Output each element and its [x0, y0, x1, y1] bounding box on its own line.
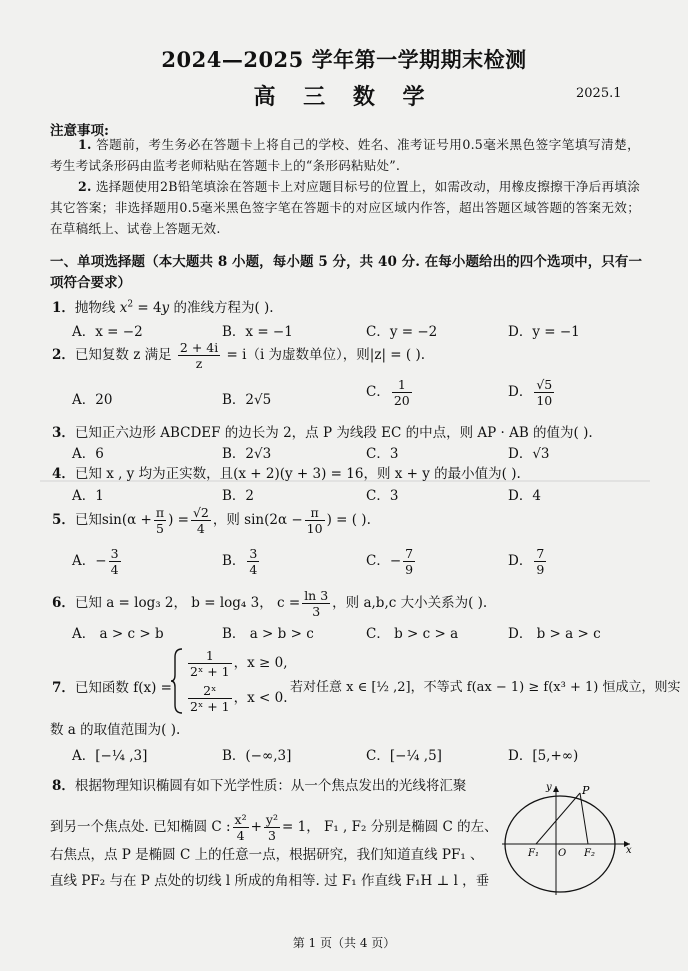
q5-post2: ) = ( ). — [326, 512, 371, 528]
q1-num: 1． — [52, 300, 75, 316]
q5-post1: ，则 sin(2α − — [212, 512, 303, 528]
notice-item-1-num: 1. — [78, 137, 92, 152]
q7-option-a: A．[−¼ ,3] — [72, 748, 148, 764]
question-5 — [52, 505, 371, 536]
q6-option-a: A． a > c > b — [72, 626, 164, 642]
q7-line-2: 数 a 的取值范围为( ). — [50, 722, 181, 738]
q2-pre: 已知复数 z 满足 — [74, 347, 172, 363]
label-y: y — [546, 782, 552, 793]
q5-option-c: C．− $\frac{7}{9}$ — [366, 546, 414, 577]
q7-option-c: C．[−¼ ,5] — [366, 748, 442, 764]
question-7-num: 7．已知函数 f(x) = — [52, 680, 172, 696]
notice-heading: 注意事项: — [50, 123, 109, 139]
q3-num: 3． — [52, 425, 75, 441]
q2-option-a: A．20 — [72, 392, 113, 408]
label-f2: F₂ — [584, 848, 595, 859]
q2-post: = i（i 为虚数单位），则|z| = ( ). — [226, 347, 426, 363]
q5-num: 5． — [52, 512, 75, 528]
q3-option-b: B．2√3 — [222, 446, 272, 462]
label-p: P — [582, 784, 590, 797]
q2-c-num: 1 — [392, 377, 412, 393]
notice-item-2-num: 2. — [78, 179, 92, 194]
exam-date: 2025.1 — [576, 86, 622, 101]
label-x: x — [626, 845, 632, 856]
q3-text: 已知正六边形 ABCDEF 的边长为 2，点 P 为线段 EC 的中点，则 AP · AB 的值为( ). — [74, 425, 593, 441]
q8-line-2: 到另一个焦点处. 已知椭圆 C : $\frac{\text{x²}}{4}$ + $\frac{\text{y²}}{3}$ = 1， F₁ , F₂ 分别是椭圆 C 的左、 — [50, 812, 498, 843]
label-o: O — [558, 848, 567, 859]
q5-r-den: 4 — [196, 521, 205, 536]
q2-d-label: D． — [508, 384, 533, 400]
q4-text: 已知 x , y 均为正实数，且(x + 2)(y + 3) = 16，则 x + y 的最小值为( ). — [74, 466, 521, 482]
q5-pi-num: π — [155, 505, 165, 520]
q5-pi-den: 5 — [155, 521, 164, 536]
exam-title: 2024—2025 学年第一学期期末检测 — [161, 47, 527, 72]
notice-item-1 — [50, 134, 640, 176]
q2-c-den: 20 — [393, 393, 410, 408]
q8-line-1: 8．根据物理知识椭圆有如下光学性质：从一个焦点发出的光线将汇聚 — [52, 778, 467, 794]
q7-case-1: $\frac{1}{\text{2ˣ + 1}}$ ，x ≥ 0, — [190, 648, 288, 679]
q5-option-a: A．− $\frac{3}{4}$ — [72, 546, 119, 577]
q5-mid: ) = — [168, 512, 189, 528]
q7-brace — [170, 647, 184, 715]
notice-item-2-text: 选择题使用2B铅笔填涂在答题卡上对应题目标号的位置上，如需改动，用橡皮擦擦干净后再填涂其它答案；非选择题用0.5毫米黑色签字笔在答题卡的对应区域内作答，超出答题区域答题的答案无效；在草稿纸上、试卷上答题无效. — [50, 179, 640, 236]
q5-pi2-den: 10 — [306, 521, 323, 536]
q3-option-d: D．√3 — [508, 446, 550, 462]
q6-option-c: C． b > c > a — [366, 626, 459, 642]
q1-option-c: C．y = −2 — [366, 324, 438, 340]
q2-frac-den: z — [195, 356, 203, 371]
q3-option-a: A．6 — [72, 446, 104, 462]
q7-case-2: $\frac{\text{2ˣ}}{\text{2ˣ + 1}}$ ，x < 0. — [190, 683, 288, 714]
notice-item-2 — [50, 176, 640, 239]
q5-option-b: B． $\frac{3}{4}$ — [222, 546, 258, 577]
q6-c-num: ln 3 — [304, 588, 329, 603]
label-f1: F₁ — [528, 848, 539, 859]
q2-num: 2． — [52, 347, 75, 363]
q4-option-c: C．3 — [366, 488, 399, 504]
q6-pre: 已知 a = log₃ 2， b = log₄ 3， c = — [74, 595, 301, 611]
q1-option-a: A．x = −2 — [72, 324, 143, 340]
question-1: 1．抛物线 $x^2 = 4y$ 的准线方程为( ). — [52, 299, 274, 316]
q7-post: 若对任意 x ∈ [½ ,2]，不等式 f(ax − 1) ≥ f(x³ + 1) 恒成立，则实 — [290, 680, 681, 695]
q7-option-b: B．(−∞,3] — [222, 748, 292, 764]
q4-option-a: A．1 — [72, 488, 104, 504]
q1-pre: 抛物线 — [74, 300, 116, 316]
q3-option-c: C．3 — [366, 446, 399, 462]
q2-option-b: B．2√5 — [222, 392, 272, 408]
q2-frac-num: 2 + 4i — [179, 340, 219, 355]
q2-d-den: 10 — [536, 393, 553, 408]
q2-option-d — [508, 377, 556, 408]
q1-option-d: D．y = −1 — [508, 324, 580, 340]
q7-option-d: D．[5,+∞) — [508, 748, 579, 764]
q1-post: 的准线方程为( ). — [173, 300, 274, 316]
q4-option-d: D．4 — [508, 488, 541, 504]
question-3 — [52, 421, 593, 441]
q2-d-num: √5 — [536, 377, 553, 392]
exam-subtitle: 高 三 数 学 — [253, 84, 435, 110]
question-2 — [52, 340, 425, 371]
ellipse-figure — [500, 780, 640, 898]
q7-pre: 已知函数 f(x) = — [74, 680, 172, 696]
q8-line-3: 右焦点，点 P 是椭圆 C 上的任意一点，根据研究，我们知道直线 PF₁ 、 — [50, 847, 484, 863]
section-heading: 一、单项选择题（本大题共 8 小题，每小题 5 分，共 40 分. 在每小题给出的四个选项中，只有一项符合要求） — [50, 254, 642, 291]
q6-c-den: 3 — [312, 604, 321, 619]
q2-fraction — [178, 340, 220, 371]
q4-option-b: B．2 — [222, 488, 255, 504]
q8-line-4: 直线 PF₂ 与在 P 点处的切线 l 所成的角相等. 过 F₁ 作直线 F₁H ⊥ l ，垂 — [50, 873, 490, 889]
q2-option-c — [366, 377, 414, 408]
q1-option-b: B．x = −1 — [222, 324, 293, 340]
question-4 — [52, 462, 521, 482]
q6-option-d: D． b > a > c — [508, 626, 601, 642]
q5-option-d: D． $\frac{7}{9}$ — [508, 546, 545, 577]
q2-c-label: C． — [366, 384, 390, 400]
q6-num: 6． — [52, 595, 75, 611]
q5-pi2-num: π — [305, 505, 325, 521]
q6-option-b: B． a > b > c — [222, 626, 314, 642]
page-footer: 第 1 页（共 4 页） — [292, 936, 396, 950]
q5-pre: 已知sin(α + — [74, 512, 152, 528]
q5-r-num: √2 — [192, 505, 209, 520]
question-6 — [52, 588, 487, 619]
q4-num: 4． — [52, 466, 75, 482]
q6-post: ，则 a,b,c 大小关系为( ). — [332, 595, 488, 611]
notice-item-1-text: 答题前，考生务必在答题卡上将自己的学校、姓名、准考证号用0.5毫米黑色签字笔填写清楚，考生考试条形码由监考老师粘贴在答题卡上的“条形码粘贴处”. — [50, 137, 640, 173]
